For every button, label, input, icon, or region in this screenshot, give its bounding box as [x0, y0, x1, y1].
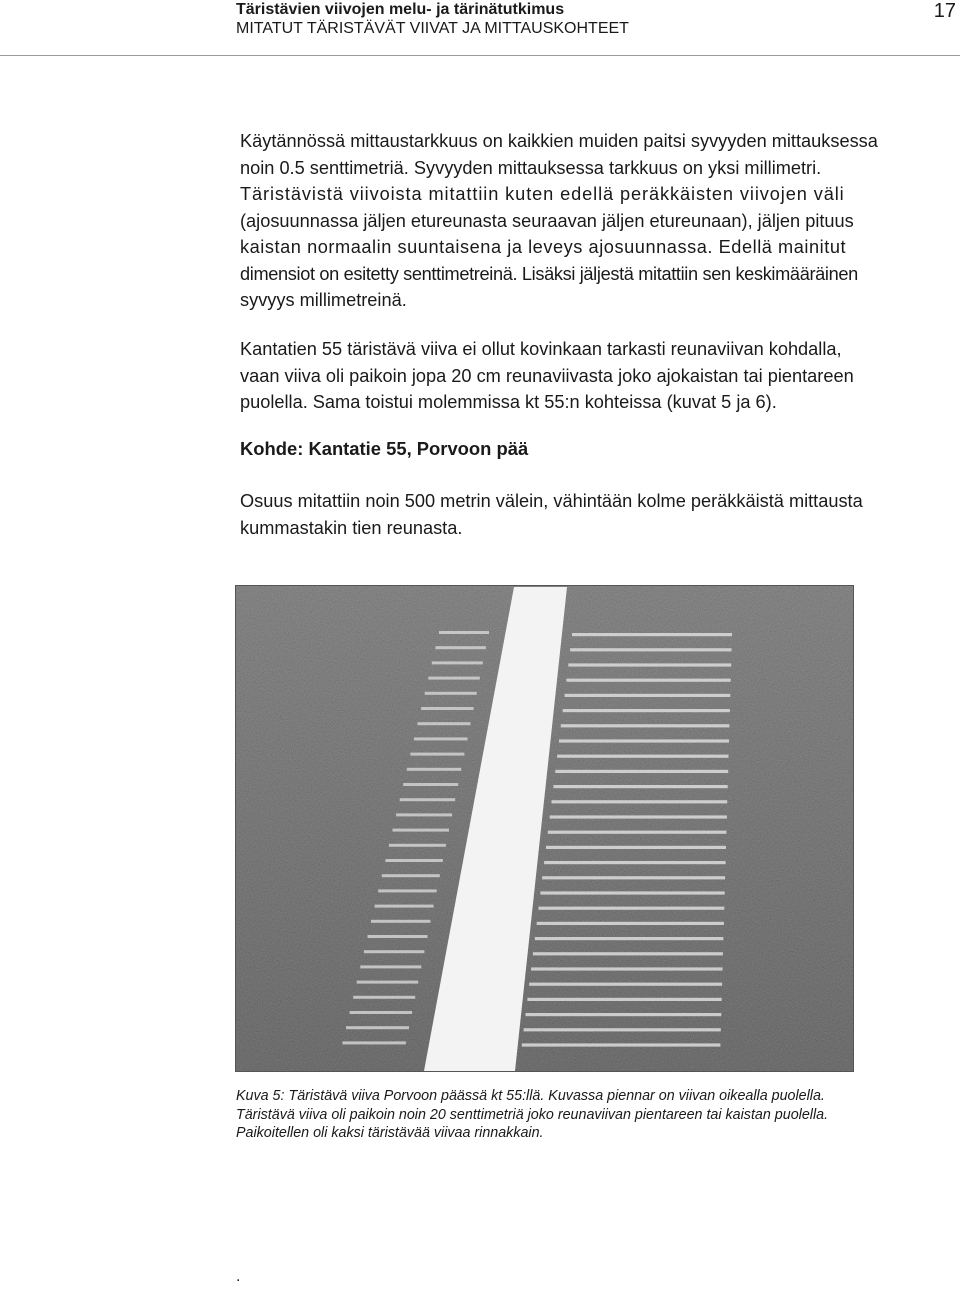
paragraph-measurement-interval [240, 488, 960, 541]
rumble-groove [533, 952, 723, 955]
text-line: puolella. Sama toistui molemmissa kt 55:n kohteissa (kuvat 5 ja 6). [240, 392, 777, 412]
document-title: Täristävien viivojen melu- ja tärinätutkimus [236, 1, 565, 18]
paragraph-kantatie-55 [240, 336, 960, 416]
page-header [236, 0, 960, 40]
rumble-groove [360, 965, 421, 968]
rumble-groove [548, 831, 727, 834]
rumble-groove [396, 813, 452, 816]
rumble-groove [393, 829, 450, 832]
rumble-groove [559, 739, 729, 742]
page-number: 17 [933, 0, 956, 22]
footer-mark: . [236, 1268, 241, 1285]
rumble-groove [403, 783, 458, 786]
rumble-groove [553, 785, 727, 788]
caption-line: Kuva 5: Täristävä viiva Porvoon päässä kt 55:llä. Kuvassa piennar on viivan oikealla puolella. [236, 1088, 825, 1104]
rumble-groove [382, 874, 440, 877]
rumble-groove [561, 724, 730, 727]
rumble-groove [565, 694, 731, 697]
rumble-groove [342, 1041, 406, 1044]
text-line: kummastakin tien reunasta. [240, 517, 463, 538]
rumble-groove [375, 905, 434, 908]
rumble-groove [439, 631, 489, 634]
text-line: (ajosuunnassa jäljen etureunasta seuraavan jäljen etureunaan), jäljen pituus [240, 210, 854, 231]
rumble-groove [378, 889, 437, 892]
text-line: Kantatien 55 täristävä viiva ei ollut kovinkaan tarkasti reunaviivan kohdalla, [240, 339, 842, 359]
rumble-groove [346, 1026, 409, 1029]
rumble-groove [535, 937, 724, 940]
rumble-groove [385, 859, 443, 862]
rumble-groove [418, 722, 471, 725]
rumble-groove [428, 677, 480, 680]
rumble-groove [400, 798, 456, 801]
rumble-groove [526, 1013, 722, 1016]
text-line: Käytännössä mittaustarkkuus on kaikkien muiden paitsi syvyyden mittauksessa [240, 131, 878, 151]
text-line: dimensiot on esitetty senttimetreinä. Lisäksi jäljestä mitattiin sen keskimääräinen [240, 263, 858, 284]
rumble-groove [425, 692, 477, 695]
text-line: noin 0.5 senttimetriä. Syvyyden mittauksessa tarkkuus on yksi millimetri. [240, 157, 822, 178]
rumble-groove [368, 935, 428, 938]
rumble-groove [566, 679, 730, 682]
rumble-groove [432, 661, 483, 664]
figure-caption [236, 1087, 960, 1143]
rumble-groove [531, 967, 723, 970]
rumble-groove [522, 1043, 721, 1046]
rumble-groove [524, 1028, 721, 1031]
rumble-groove [371, 920, 431, 923]
rumble-groove [353, 996, 415, 999]
rumble-groove [414, 737, 468, 740]
rumble-groove [407, 768, 462, 771]
paragraph-measurement-accuracy [240, 128, 960, 314]
caption-line: Täristävä viiva oli paikoin noin 20 senttimetriä joko reunaviivan pientareen tai kaistan puolella. [236, 1106, 829, 1123]
rumble-groove [550, 815, 727, 818]
text-line: vaan viiva oli paikoin jopa 20 cm reunaviivasta joko ajokaistan tai pientareen [240, 365, 854, 386]
text-line: syvyys millimetreinä. [240, 290, 407, 310]
caption-line: Paikoitellen oli kaksi täristävää viivaa rinnakkain. [236, 1125, 544, 1141]
section-heading: Kohde: Kantatie 55, Porvoon pää [240, 438, 529, 459]
rumble-groove [529, 983, 722, 986]
rumble-groove [563, 709, 730, 712]
text-line: kaistan normaalin suuntaisena ja leveys ajosuunnassa. Edellä mainitut [240, 237, 847, 257]
rumble-groove [537, 922, 724, 925]
rumble-groove [568, 663, 731, 666]
rumble-groove [527, 998, 721, 1001]
text-line: Osuus mitattiin noin 500 metrin välein, vähintään kolme peräkkäistä mittausta [240, 491, 863, 511]
rumble-groove [410, 753, 464, 756]
section-subtitle: MITATUT TÄRISTÄVÄT VIIVAT JA MITTAUSKOHTEET [236, 20, 629, 37]
header-divider [0, 55, 960, 56]
rumble-groove [542, 876, 725, 879]
rumble-groove [572, 633, 732, 636]
rumble-groove [435, 646, 486, 649]
rumble-groove [350, 1011, 413, 1014]
text-line: Täristävistä viivoista mitattiin kuten edellä peräkkäisten viivojen väli [240, 184, 845, 204]
rumble-groove [389, 844, 446, 847]
rumble-groove [544, 861, 726, 864]
rumble-groove [552, 800, 728, 803]
rumble-groove [555, 770, 728, 773]
rumble-groove [540, 891, 724, 894]
rumble-groove [364, 950, 425, 953]
rumble-groove [546, 846, 726, 849]
rumble-groove [570, 648, 731, 651]
rumble-groove [357, 981, 419, 984]
road-rumble-strip-photo [235, 585, 854, 1072]
rumble-groove [539, 907, 725, 910]
rumble-groove [421, 707, 474, 710]
rumble-groove [557, 755, 728, 758]
